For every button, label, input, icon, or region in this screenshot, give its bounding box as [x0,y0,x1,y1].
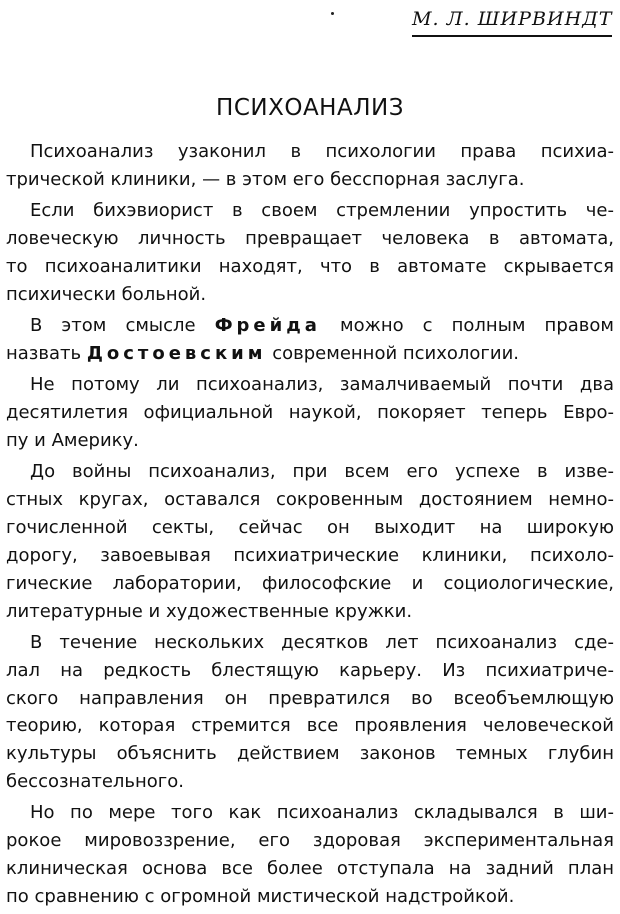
text-line: гочисленной секты, сейчас он выходит на широкую [6,516,614,538]
emphasized-name: Фрейда [214,315,321,337]
text-line: Психоанализ узаконил в психологии права психиа- [30,141,614,162]
text-fragment: современной психологии. [266,342,519,364]
text-line: пу и Америку. [6,429,139,451]
paragraph-6 [6,629,614,796]
text-line [6,312,614,340]
text-line: ского направления он превратился во всеобъемлющую [6,687,614,709]
body-text [6,138,614,914]
text-fragment: В этом смысле [30,315,215,337]
paragraph-4 [6,371,614,455]
print-speck [331,12,334,15]
text-line: теорию, которая стремится все проявления человеческой [6,715,614,737]
text-line: стных кругах, оставался сокровенным достоянием немно- [6,489,614,511]
header-rule [412,35,612,37]
text-line: десятилетия официальной наукой, покоряет теперь Евро- [6,402,614,424]
text-line: Если бихэвиорист в своем стремлении упростить че- [30,200,614,222]
author-name: М. Л. ШИРВИНДТ [412,7,613,30]
text-line: литературные и художественные кружки. [6,600,413,622]
text-line: бессознательного. [6,771,184,793]
text-line: культуры объяснить действием законов темных глубин [6,743,614,765]
paragraph-7 [6,799,614,910]
text-line: то психоаналитики находят, что в автомате скрывается [6,255,614,277]
text-line: гические лаборатории, философские и социологические, [6,572,614,594]
text-line: дорогу, завоевывая психиатрические клиники, психоло- [6,544,614,566]
text-line: психически больной. [6,283,207,305]
text-fragment: можно с полным правом [320,315,614,337]
paragraph-5 [6,458,614,625]
paragraph-2 [6,197,614,308]
text-line: лал на редкость блестящую карьеру. Из психиатриче- [6,659,614,681]
text-line [6,340,614,368]
paragraph-3 [6,312,614,368]
text-line: ловеческую личность превращает человека в автомата, [6,228,614,250]
text-line: по сравнению с огромной мистической надстройкой. [6,885,515,907]
text-line: До войны психоанализ, при всем его успехе в изве- [30,461,614,483]
text-line: В течение нескольких десятков лет психоанализ сде- [30,631,614,653]
chapter-title: ПСИХОАНАЛИЗ [216,95,404,121]
text-line: клиническая основа все более отступала на задний план [6,858,614,880]
running-header [412,4,612,37]
emphasized-name: Достоевским [86,342,267,364]
paragraph-1 [6,138,614,194]
text-line: Не потому ли психоанализ, замалчиваемый почти два [30,374,614,396]
text-line: Но по мере того как психоанализ складывался в ши- [30,802,614,824]
text-line: рокое мировоззрение, его здоровая экспериментальная [6,830,614,852]
text-line: трической клиники, — в этом его бесспорная заслуга. [6,168,525,190]
text-fragment: назвать [6,342,87,364]
